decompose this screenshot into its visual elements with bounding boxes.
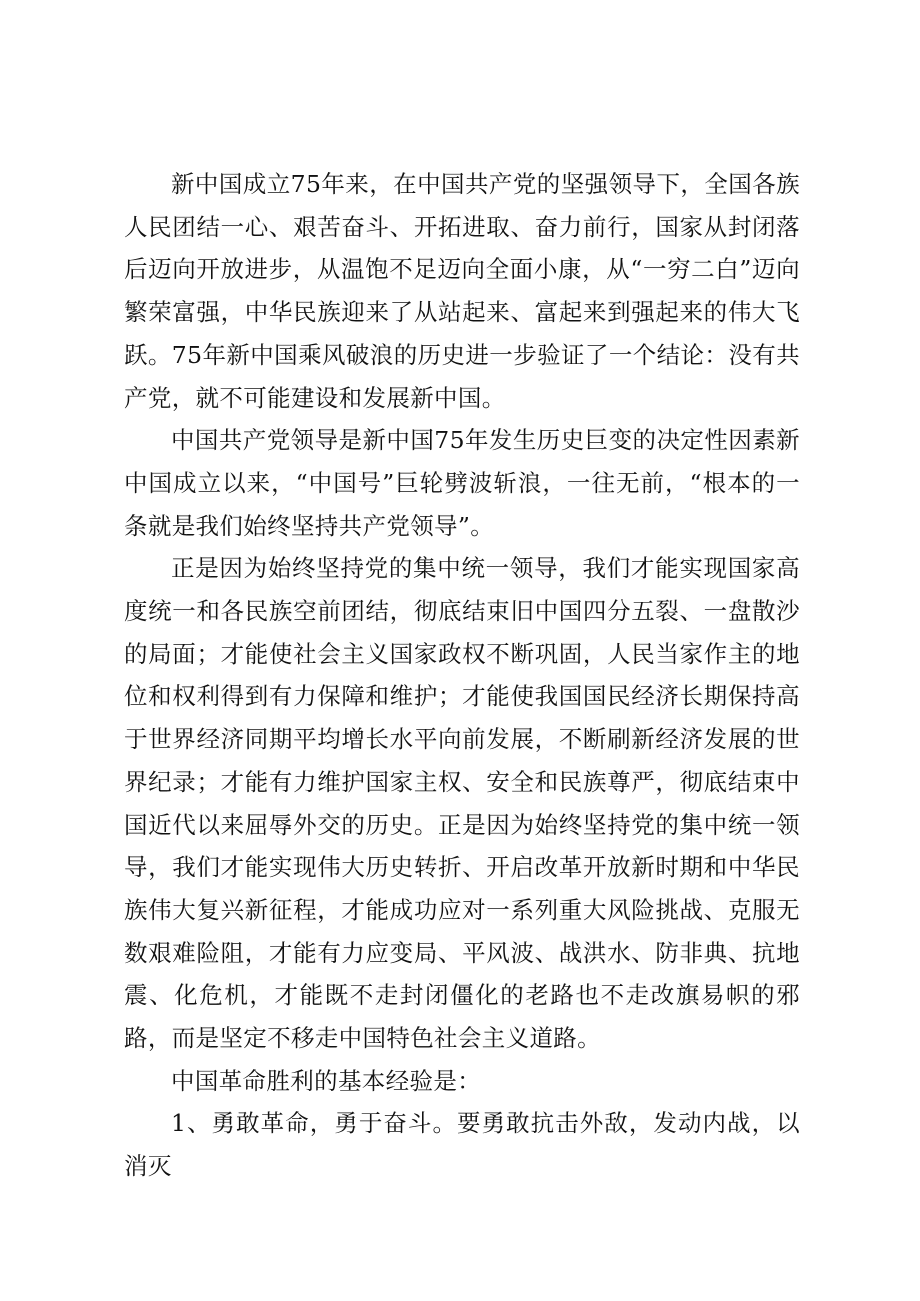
- paragraph-3: 正是因为始终坚持党的集中统一领导，我们才能实现国家高度统一和各民族空前团结，彻底结束旧中国四分五裂、一盘散沙的局面；才能使社会主义国家政权不断巩固，人民当家作主的地位和权利得到有力保障和维护；才能使我国国民经济长期保持高于世界经济同期平均增长水平向前发展，不断刷新经济发展的世界纪录；才能有力维护国家主权、安全和民族尊严，彻底结束中国近代以来屈辱外交的历史。正是因为始终坚持党的集中统一领导，我们才能实现伟大历史转折、开启改革开放新时期和中华民族伟大复兴新征程，才能成功应对一系列重大风险挑战、克服无数艰难险阻，才能有力应变局、平风波、战洪水、防非典、抗地震、化危机，才能既不走封闭僵化的老路也不走改旗易帜的邪路，而是坚定不移走中国特色社会主义道路。: [124, 554, 800, 1053]
- paragraph-4: 中国革命胜利的基本经验是：: [171, 1066, 482, 1095]
- paragraph-2: 中国共产党领导是新中国75年发生历史巨变的决定性因素新中国成立以来，“中国号”巨轮劈波斩浪，一往无前，“根本的一条就是我们始终坚持共产党领导”。: [124, 426, 800, 540]
- document-body: [124, 163, 800, 1188]
- paragraph-1: 新中国成立75年来，在中国共产党的坚强领导下，全国各族人民团结一心、艰苦奋斗、开拓进取、奋力前行，国家从封闭落后迈向开放进步，从温饱不足迈向全面小康，从“一穷二白”迈向繁荣富强，中华民族迎来了从站起来、富起来到强起来的伟大飞跃。75年新中国乘风破浪的历史进一步验证了一个结论：没有共产党，就不可能建设和发展新中国。: [124, 170, 800, 412]
- paragraph-5: 1、勇敢革命，勇于奋斗。要勇敢抗击外敌，发动内战，以消灭: [124, 1109, 800, 1181]
